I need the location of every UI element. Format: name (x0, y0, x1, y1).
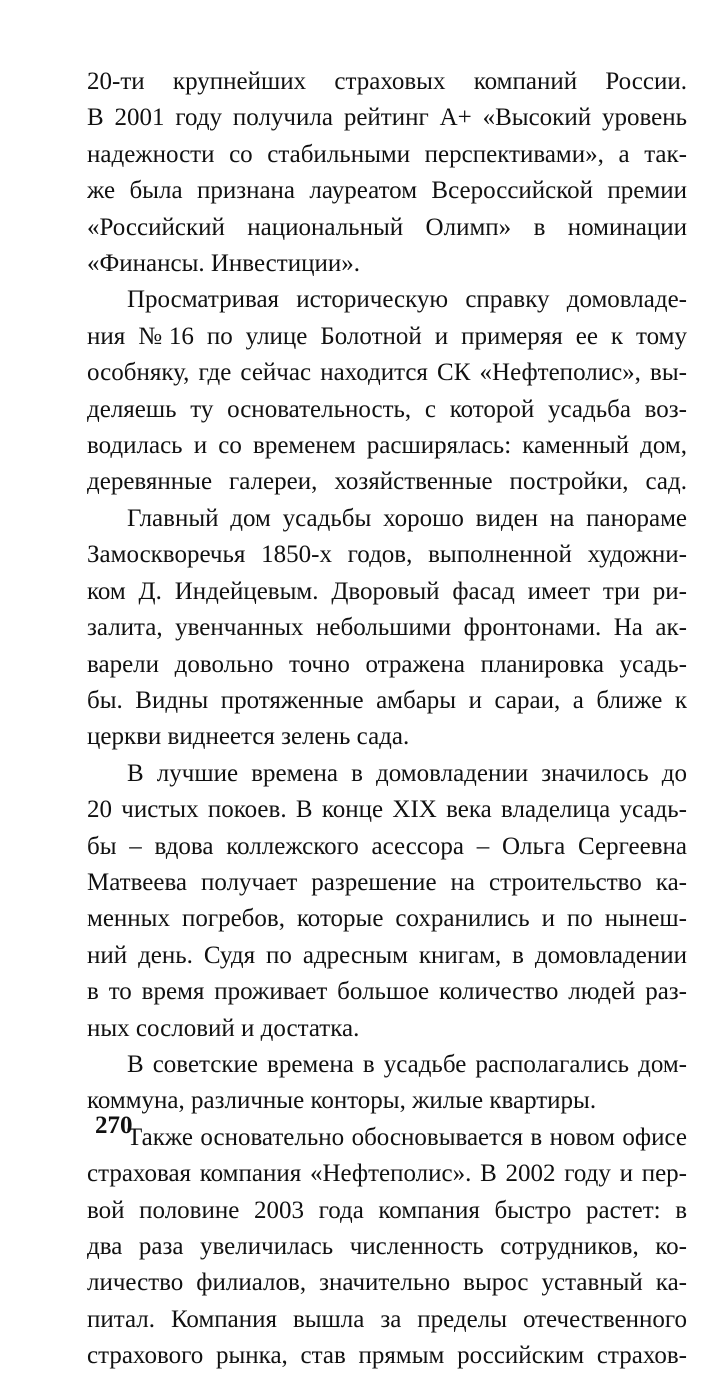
paragraph-3 (87, 501, 687, 756)
text-line: надежности со стабильными перспективами», а так- (87, 140, 687, 168)
text-line: особняку, где сейчас находится СК «Нефтеполис», вы- (87, 359, 687, 387)
text-line: страховая компания «Нефтеполис». В 2002 году и пер- (87, 1160, 687, 1188)
text-line: ных сословий и достатка. (87, 1014, 360, 1042)
text-line: личество филиалов, значительно вырос уставный ка- (87, 1269, 687, 1297)
text-line: менных погребов, которые сохранились и по нынеш- (87, 905, 687, 933)
text-line: «Финансы. Инвестиции». (87, 250, 360, 278)
paragraph-4 (87, 756, 687, 1047)
text-line: питал. Компания вышла за пределы отечественного (87, 1305, 687, 1333)
page-number: 270 (95, 1112, 133, 1139)
text-line: Замоскворечья 1850-х годов, выполненной художни- (87, 541, 687, 569)
text-line: водилась и со временем расширялась: каменный дом, (87, 432, 687, 460)
text-line: ний день. Судя по адресным книгам, в домовладении (87, 941, 687, 969)
paragraph-5 (87, 1047, 687, 1120)
text-line: «Российский национальный Олимп» в номинации (87, 213, 687, 241)
text-line: страхового рынка, став прямым российским страхов- (87, 1342, 687, 1370)
text-line: коммуна, различные конторы, жилые квартиры. (87, 1087, 597, 1115)
text-line: ния №16 по улице Болотной и примеряя ее к тому (87, 322, 687, 350)
text-line: Матвеева получает разрешение на строительство ка- (87, 868, 687, 896)
text-line: залита, увенчанных небольшими фронтонами. На ак- (87, 614, 687, 642)
text-line: 20 чистых покоев. В конце XIX века владелица усадь- (87, 796, 687, 824)
paragraph-2 (87, 282, 687, 500)
text-line: церкви виднеется зелень сада. (87, 723, 410, 751)
text-line: 20-ти крупнейших страховых компаний России. (87, 68, 687, 95)
text-line: В 2001 году получила рейтинг А+ «Высокий уровень (87, 104, 687, 132)
text-line: ком Д. Индейцевым. Дворовый фасад имеет три ри- (87, 577, 687, 605)
text-line: бы. Видны протяженные амбары и сараи, а ближе к (87, 686, 687, 714)
text-line: бы – вдова коллежского асессора – Ольга Сергеевна (87, 832, 687, 860)
text-line: вой половине 2003 года компания быстро растет: в (87, 1196, 687, 1224)
text-line: Просматривая историческую справку домовладе- (127, 286, 687, 314)
book-page (87, 64, 687, 1370)
text-line: В лучшие времена в домовладении значилось до (127, 759, 687, 787)
text-line: Также основательно обосновывается в новом офисе (127, 1123, 687, 1151)
text-line: в то время проживает большое количество людей раз- (87, 978, 687, 1006)
paragraph-1 (87, 64, 687, 282)
text-line: деляешь ту основательность, с которой усадьба воз- (87, 395, 687, 423)
text-line: В советские времена в усадьбе располагались дом- (127, 1050, 687, 1078)
paragraph-6 (87, 1120, 687, 1375)
text-line: Главный дом усадьбы хорошо виден на панораме (127, 504, 687, 532)
text-line: два раза увеличилась численность сотрудников, ко- (87, 1233, 687, 1260)
text-line: варели довольно точно отражена планировка усадь- (87, 650, 687, 678)
text-line: же была признана лауреатом Всероссийской премии (87, 177, 687, 205)
text-line: деревянные галереи, хозяйственные постройки, сад. (87, 468, 687, 496)
